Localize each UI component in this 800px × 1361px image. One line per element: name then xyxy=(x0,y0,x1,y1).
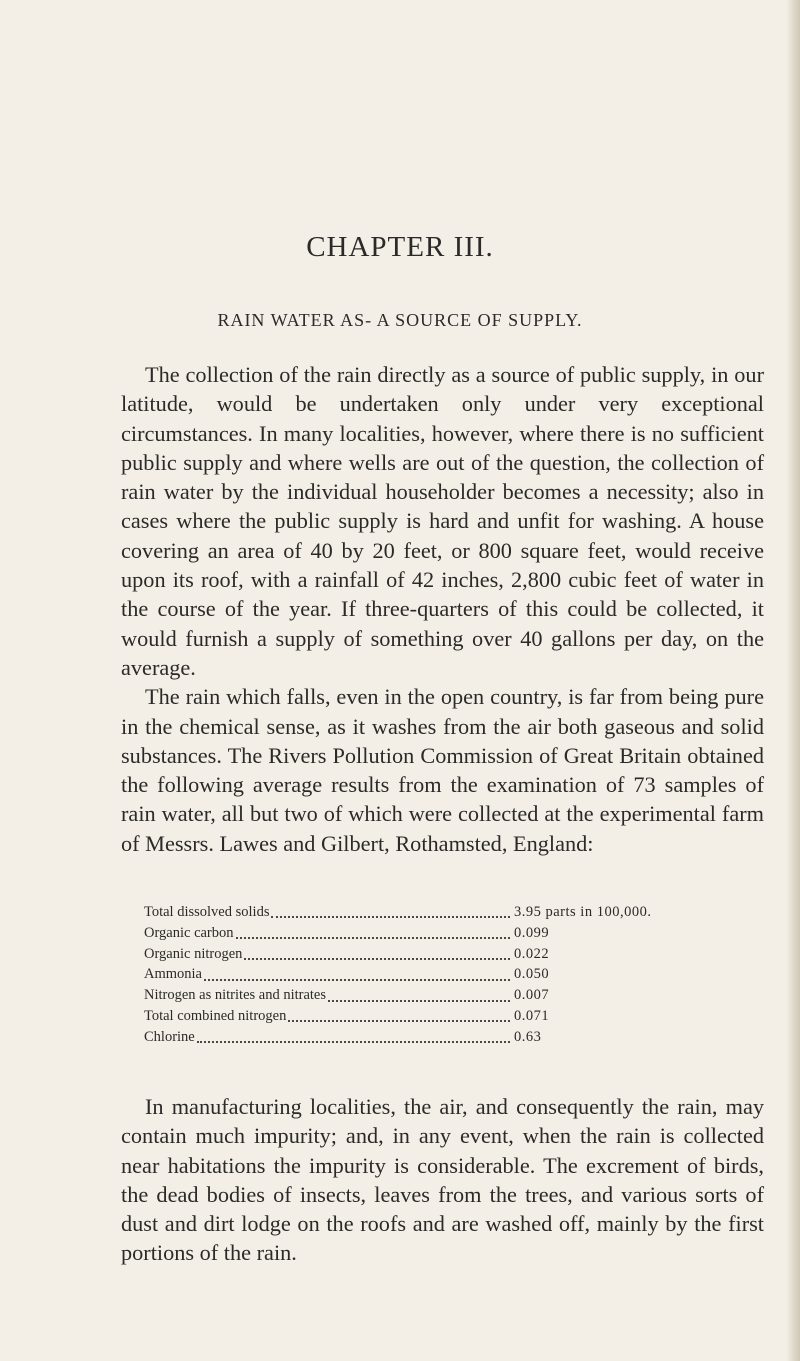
paragraph-manufacturing: In manufacturing localities, the air, and consequently the rain, may contain much impurity; and, in any event, when the rain is collected near habitations the impurity is considerable. The excrement of birds, the dead bodies of insects, leaves from the trees, and various sorts of dust and dirt lodge on the roofs and are washed off, mainly by the first portions of the rain. xyxy=(121,1094,764,1266)
table-row xyxy=(144,902,664,923)
table-row xyxy=(144,923,664,944)
row-label: Nitrogen as nitrites and nitrates xyxy=(144,987,327,1004)
chapter-heading: CHAPTER III. xyxy=(306,231,494,263)
paragraph-rain-purity: The rain which falls, even in the open country, is far from being pure in the chemical sense, as it washes from the air both gaseous and solid substances. The Rivers Pollution Commission of Great Britain obtained the following average results from the examination of 73 samples of rain water, all but two of which were collected at the experimental farm of Messrs. Lawes and Gilbert, Rothamsted, England: xyxy=(121,684,764,856)
paragraph-rain-collection: The collection of the rain directly as a source of public supply, in our latitude, would be undertaken only under very exceptional circumstances. In many localities, however, where there is no sufficient public supply and where wells are out of the question, the collection of rain water by the individual householder becomes a necessity; also in cases where the public supply is hard and unfit for washing. A house covering an area of 40 by 20 feet, or 800 square feet, would receive upon its roof, with a rainfall of 42 inches, 2,800 cubic feet of water in the course of the year. If three-quarters of this could be collected, it would furnish a supply of something over 40 gallons per day, on the average. xyxy=(121,362,764,680)
body-text-bottom xyxy=(121,1092,764,1268)
dot-leader xyxy=(271,912,510,918)
body-text-top xyxy=(121,360,764,858)
row-value: 0.007 xyxy=(514,987,550,1004)
table-row xyxy=(144,985,664,1006)
chapter-subtitle: RAIN WATER AS- A SOURCE OF SUPPLY. xyxy=(217,310,583,330)
row-label: Organic nitrogen xyxy=(144,945,243,962)
table-row xyxy=(144,944,664,965)
dot-leader xyxy=(197,1037,510,1043)
row-value: 0.050 xyxy=(514,966,550,983)
table-row xyxy=(144,964,664,985)
dot-leader xyxy=(328,996,510,1002)
dot-leader xyxy=(204,975,510,981)
dot-leader xyxy=(236,933,510,939)
page-edge-shadow xyxy=(786,0,800,1361)
table-row xyxy=(144,1027,664,1048)
row-label: Total dissolved solids xyxy=(144,904,270,920)
row-label: Chlorine xyxy=(144,1028,195,1045)
dot-leader xyxy=(244,954,510,960)
row-value: 0.099 xyxy=(514,924,550,941)
row-label: Total combined nitrogen xyxy=(144,1007,287,1024)
dot-leader xyxy=(288,1016,510,1022)
row-value: 0.022 xyxy=(514,945,550,962)
table-row xyxy=(144,1006,664,1027)
row-value: 3.95 parts in 100,000. xyxy=(514,904,652,920)
row-value: 0.63 xyxy=(514,1028,542,1045)
row-label: Organic carbon xyxy=(144,924,234,941)
row-label: Ammonia xyxy=(144,966,202,983)
row-value: 0.071 xyxy=(514,1007,550,1024)
results-table xyxy=(144,902,664,1048)
